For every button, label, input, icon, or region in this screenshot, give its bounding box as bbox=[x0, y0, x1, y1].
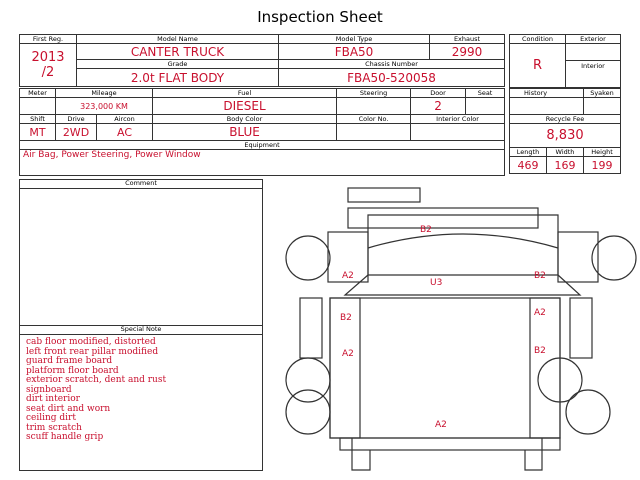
special-note-item: trim scratch bbox=[26, 422, 82, 433]
color-no-label: Color No. bbox=[337, 115, 411, 124]
special-note-item: ceiling dirt bbox=[26, 413, 76, 423]
special-note-label: Special Note bbox=[20, 326, 262, 335]
mark-rear: A2 bbox=[435, 420, 447, 430]
meter-label: Meter bbox=[20, 89, 56, 98]
chassis-number-label: Chassis Number bbox=[279, 60, 505, 69]
condition-label: Condition bbox=[510, 35, 566, 44]
seat-label: Seat bbox=[466, 89, 505, 98]
special-note-item: seat dirt and worn bbox=[26, 403, 111, 414]
left-guard bbox=[300, 298, 322, 358]
fuel-label: Fuel bbox=[153, 89, 337, 98]
comment-box bbox=[19, 179, 263, 471]
special-note-item: signboard bbox=[26, 384, 72, 395]
shift-label: Shift bbox=[20, 115, 56, 124]
exterior-value bbox=[566, 44, 621, 61]
model-name-label: Model Name bbox=[77, 35, 279, 44]
sheet-title: Inspection Sheet bbox=[257, 8, 383, 26]
length-value: 469 bbox=[510, 157, 547, 174]
mark-roof: B2 bbox=[420, 225, 432, 235]
cargo-bed bbox=[330, 298, 560, 438]
grade-value: 2.0t FLAT BODY bbox=[77, 69, 279, 87]
body-color-label: Body Color bbox=[153, 115, 337, 124]
cab-top-shape bbox=[348, 208, 538, 228]
seat-value bbox=[466, 98, 505, 115]
equipment-label: Equipment bbox=[20, 141, 505, 150]
comment-label: Comment bbox=[20, 180, 262, 189]
specs-table bbox=[19, 88, 505, 176]
color-no-value bbox=[337, 124, 411, 141]
aircon-label: Aircon bbox=[97, 115, 153, 124]
length-label: Length bbox=[510, 148, 547, 157]
left-mid-wheel bbox=[286, 358, 330, 402]
recycle-fee-value: 8,830 bbox=[510, 124, 621, 148]
mark-right-front: B2 bbox=[534, 271, 546, 281]
model-name-value: CANTER TRUCK bbox=[77, 44, 279, 60]
cab-outline bbox=[368, 215, 558, 275]
special-note-section bbox=[20, 325, 262, 443]
special-note-item: dirt interior bbox=[26, 394, 80, 404]
special-note-list bbox=[20, 335, 262, 443]
first-reg-label: First Reg. bbox=[20, 35, 77, 44]
interior-label: Interior bbox=[566, 61, 621, 88]
special-note-item: scuff handle grip bbox=[26, 432, 104, 442]
drive-label: Drive bbox=[56, 115, 97, 124]
steering-value bbox=[337, 98, 411, 115]
model-type-value: FBA50 bbox=[279, 44, 430, 60]
height-value: 199 bbox=[584, 157, 621, 174]
right-rear-wheel bbox=[566, 390, 610, 434]
truck-diagram bbox=[270, 180, 640, 480]
aircon-value: AC bbox=[97, 124, 153, 141]
right-guard bbox=[570, 298, 592, 358]
width-value: 169 bbox=[547, 157, 584, 174]
mileage-label: Mileage bbox=[56, 89, 153, 98]
front-bumper-shape bbox=[348, 188, 420, 202]
body-color-value: BLUE bbox=[153, 124, 337, 141]
vehicle-info-table bbox=[19, 34, 505, 87]
rear-lights bbox=[352, 438, 542, 470]
right-side-panel bbox=[530, 298, 560, 438]
equipment-value: Air Bag, Power Steering, Power Window bbox=[20, 150, 505, 176]
condition-value: R bbox=[510, 44, 566, 88]
interior-color-value bbox=[411, 124, 505, 141]
syaken-value bbox=[584, 98, 621, 115]
exterior-label: Exterior bbox=[566, 35, 621, 44]
mark-left-upper: B2 bbox=[340, 313, 352, 323]
door-label: Door bbox=[411, 89, 466, 98]
meter-value bbox=[20, 98, 56, 115]
history-label: History bbox=[510, 89, 584, 98]
special-note-item: guard frame board bbox=[26, 356, 113, 366]
fuel-value: DIESEL bbox=[153, 98, 337, 115]
recycle-fee-label: Recycle Fee bbox=[510, 115, 621, 124]
width-label: Width bbox=[547, 148, 584, 157]
mark-left-front: A2 bbox=[342, 271, 354, 281]
mark-left-lower: A2 bbox=[342, 349, 354, 359]
grade-label: Grade bbox=[77, 60, 279, 69]
history-value bbox=[510, 98, 584, 115]
tailgate bbox=[340, 438, 560, 450]
steering-label: Steering bbox=[337, 89, 411, 98]
left-rear-wheel bbox=[286, 390, 330, 434]
left-front-wheel bbox=[286, 236, 330, 280]
first-reg-value: 2013 /2 bbox=[20, 44, 77, 87]
model-type-label: Model Type bbox=[279, 35, 430, 44]
door-value: 2 bbox=[411, 98, 466, 115]
special-note-item: platform floor board bbox=[26, 365, 119, 376]
mark-right-lower: B2 bbox=[534, 346, 546, 356]
height-label: Height bbox=[584, 148, 621, 157]
windshield-curve bbox=[368, 234, 558, 248]
condition-table bbox=[509, 34, 621, 88]
special-note-item: exterior scratch, dent and rust bbox=[26, 375, 167, 385]
drive-value: 2WD bbox=[56, 124, 97, 141]
shift-value: MT bbox=[20, 124, 56, 141]
chassis-number-value: FBA50-520058 bbox=[279, 69, 505, 87]
special-note-item: left front rear pillar modified bbox=[26, 346, 159, 357]
syaken-label: Syaken bbox=[584, 89, 621, 98]
special-note-item: cab floor modified, distorted bbox=[26, 337, 156, 347]
exhaust-value: 2990 bbox=[430, 44, 505, 60]
interior-color-label: Interior Color bbox=[411, 115, 505, 124]
mark-windshield: U3 bbox=[430, 278, 443, 288]
mark-right-upper: A2 bbox=[534, 308, 546, 318]
exhaust-label: Exhaust bbox=[430, 35, 505, 44]
history-table bbox=[509, 88, 621, 174]
mileage-value: 323,000 KM bbox=[56, 98, 153, 115]
